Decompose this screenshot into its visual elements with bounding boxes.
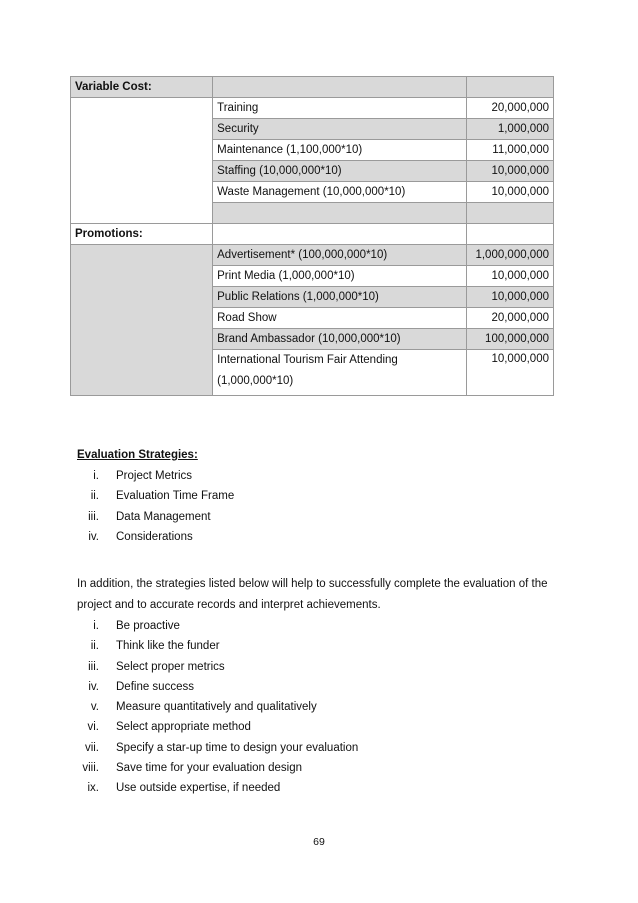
cost-item: International Tourism Fair Attending (1,000,000*10) xyxy=(213,350,467,396)
evaluation-section xyxy=(77,444,235,547)
list-item: iii. Select proper metrics xyxy=(88,660,225,673)
list-item: vi. Select appropriate method xyxy=(87,721,251,734)
strategy-list xyxy=(77,616,567,799)
list-item: iv. Considerations xyxy=(88,530,193,543)
cost-item: Waste Management (10,000,000*10) xyxy=(213,182,467,203)
cost-amount: 10,000,000 xyxy=(467,350,554,396)
cost-item: Advertisement* (100,000,000*10) xyxy=(213,245,467,266)
list-item: viii. Save time for your evaluation design xyxy=(82,762,303,775)
cost-amount: 100,000,000 xyxy=(467,329,554,350)
cost-amount: 11,000,000 xyxy=(467,140,554,161)
table-row xyxy=(71,224,554,245)
table-row xyxy=(71,77,554,98)
variable-cost-label: Variable Cost: xyxy=(71,77,213,98)
list-item: ii. Think like the funder xyxy=(90,640,220,653)
intro-paragraph: In addition, the strategies listed below will help to successfully complete the evaluation of the project and to accurate records and interpret achievements. xyxy=(77,578,548,611)
cost-item: Training xyxy=(213,98,467,119)
cost-item: Maintenance (1,100,000*10) xyxy=(213,140,467,161)
cost-item: Print Media (1,000,000*10) xyxy=(213,266,467,287)
cost-amount: 1,000,000 xyxy=(467,119,554,140)
cost-amount: 10,000,000 xyxy=(467,182,554,203)
list-item: v. Measure quantitatively and qualitatively xyxy=(90,701,317,714)
cost-amount: 10,000,000 xyxy=(467,287,554,308)
list-item: vii. Specify a star-up time to design your evaluation xyxy=(84,741,359,754)
cost-amount: 1,000,000,000 xyxy=(467,245,554,266)
cost-amount: 20,000,000 xyxy=(467,308,554,329)
additional-section xyxy=(77,574,567,799)
list-item: i. Project Metrics xyxy=(93,470,193,482)
cost-item: Road Show xyxy=(213,308,467,329)
list-item: iv. Define success xyxy=(88,680,194,693)
cost-item: Security xyxy=(213,119,467,140)
cost-item: Public Relations (1,000,000*10) xyxy=(213,287,467,308)
table-row xyxy=(71,245,554,266)
cost-table xyxy=(70,76,554,396)
evaluation-list xyxy=(77,466,235,547)
list-item: ix. Use outside expertise, if needed xyxy=(87,782,281,795)
cost-amount: 10,000,000 xyxy=(467,161,554,182)
cost-amount: 10,000,000 xyxy=(467,266,554,287)
cost-item: Brand Ambassador (10,000,000*10) xyxy=(213,329,467,350)
list-item: iii. Data Management xyxy=(88,510,211,523)
list-item: ii. Evaluation Time Frame xyxy=(90,490,235,503)
page-number: 69 xyxy=(313,836,325,848)
cost-item: Staffing (10,000,000*10) xyxy=(213,161,467,182)
table-row xyxy=(71,98,554,119)
cost-amount: 20,000,000 xyxy=(467,98,554,119)
list-item: i. Be proactive xyxy=(93,620,180,632)
evaluation-heading: Evaluation Strategies: xyxy=(77,449,198,461)
promotions-label: Promotions: xyxy=(71,224,213,245)
